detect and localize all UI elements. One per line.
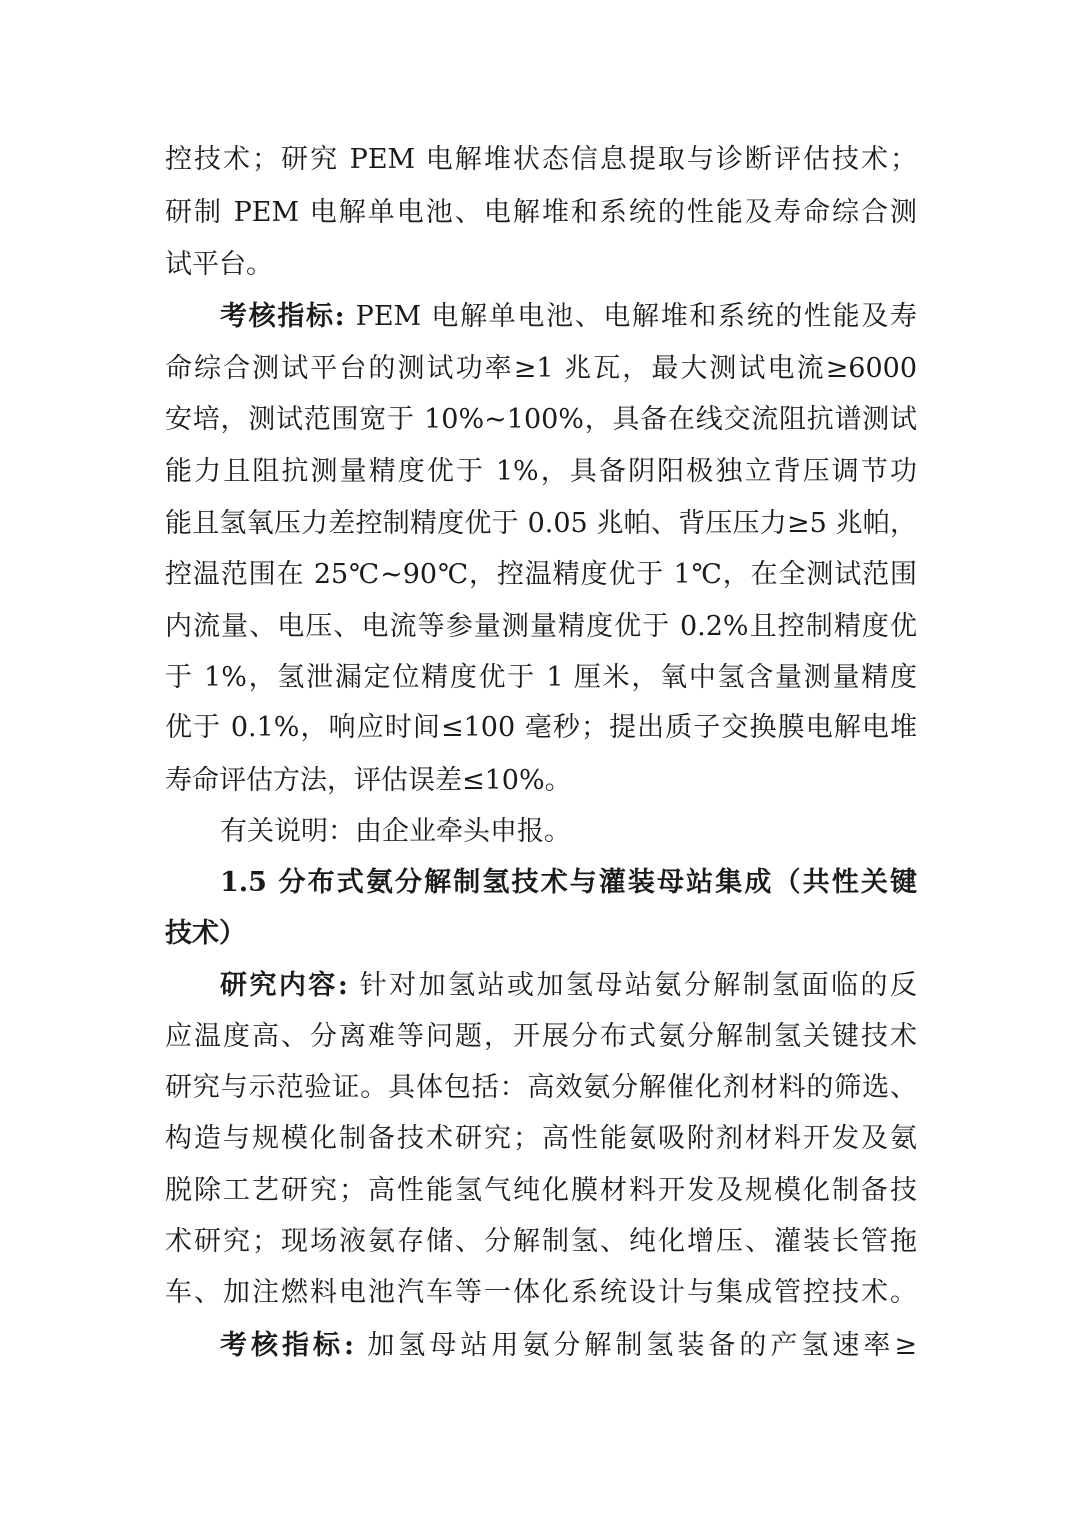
body-text-line: 研制 PEM 电解单电池、电解堆和系统的性能及寿命综合测 [165,197,917,228]
body-text-line: 优于 0.1%，响应时间≤100 毫秒；提出质子交换膜电解电堆 [165,712,917,743]
assessment-indicators-paragraph: 考核指标: PEM 电解单电池、电解堆和系统的性能及寿 [220,301,917,332]
body-text-line: 应温度高、分离难等问题，开展分布式氨分解制氢关键技术 [165,1021,917,1052]
body-text-line: 寿命评估方法，评估误差≤10%。 [165,765,572,796]
assessment-indicators-label: 考核指标: [220,301,356,332]
body-text-line: 控技术；研究 PEM 电解堆状态信息提取与诊断评估技术； [165,144,917,175]
body-text-line: 于 1%，氢泄漏定位精度优于 1 厘米，氧中氢含量测量精度 [165,662,917,693]
assessment-indicators-paragraph: 考核指标: 加氢母站用氨分解制氢装备的产氢速率≥ [220,1330,917,1361]
body-text-line: 内流量、电压、电流等参量测量精度优于 0.2%且控制精度优 [165,611,917,642]
body-text-line: 脱除工艺研究；高性能氢气纯化膜材料开发及规模化制备技 [165,1175,917,1206]
research-content-label: 研究内容: [220,970,360,1001]
body-text-line: 能且氢氧压力差控制精度优于 0.05 兆帕、背压压力≥5 兆帕， [165,508,917,539]
body-text-line: 车、加注燃料电池汽车等一体化系统设计与集成管控技术。 [165,1277,917,1308]
body-text-line: 安培，测试范围宽于 10%~100%，具备在线交流阻抗谱测试 [165,404,917,435]
section-heading-continued: 技术） [165,918,246,949]
note-line: 有关说明：由企业牵头申报。 [220,816,571,847]
body-text-line: 试平台。 [165,249,273,280]
body-text-line: 命综合测试平台的测试功率≥1 兆瓦，最大测试电流≥6000 [165,353,917,384]
section-heading: 1.5 分布式氨分解制氢技术与灌装母站集成（共性关键 [220,867,917,898]
body-text-line: 术研究；现场液氨存储、分解制氢、纯化增压、灌装长管拖 [165,1226,917,1257]
body-text-line: 研究与示范验证。具体包括：高效氨分解催化剂材料的筛选、 [165,1072,917,1103]
research-content-paragraph: 研究内容: 针对加氢站或加氢母站氨分解制氢面临的反 [220,970,918,1001]
body-text-line: 控温范围在 25℃~90℃，控温精度优于 1℃，在全测试范围 [165,559,917,590]
assessment-indicators-label: 考核指标: [220,1330,368,1361]
body-text-line: 能力且阻抗测量精度优于 1%，具备阴阳极独立背压调节功 [165,456,917,487]
body-text-line: 构造与规模化制备技术研究；高性能氨吸附剂材料开发及氨 [165,1123,917,1154]
